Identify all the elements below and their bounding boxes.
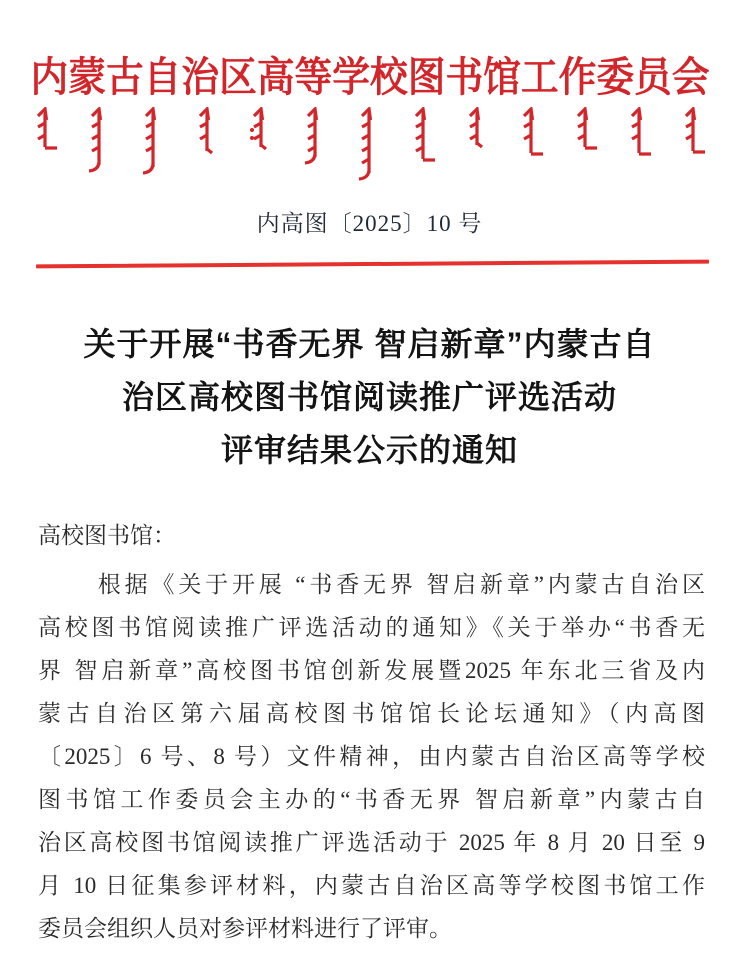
letterhead-org-name-text: 内蒙古自治区高等学校图书馆工作委员会: [30, 54, 709, 100]
mongolian-word: [140, 107, 168, 179]
mongolian-word: [680, 107, 708, 163]
notice-title-line: 关于开展“书香无界 智启新章”内蒙古自: [83, 326, 656, 362]
mongolian-word: [302, 107, 330, 169]
mongolian-word: [194, 107, 222, 163]
salutation: 高校图书馆：: [38, 523, 176, 548]
mongolian-word: [410, 107, 438, 171]
mongolian-word: [518, 107, 546, 165]
document-number: 内高图〔2025〕10 号: [256, 211, 483, 236]
notice-title-line: 治区高校图书馆阅读推广评选活动: [121, 379, 617, 415]
body-line: 月 10 日征集参评材料，内蒙古自治区高等学校图书馆工作: [38, 873, 705, 898]
body-line: 蒙古自治区第六届高校图书馆馆长论坛通知》（内高图: [38, 701, 705, 726]
mongolian-word: [86, 107, 114, 177]
mongolian-word: [626, 107, 654, 165]
letterhead-divider-line: [36, 260, 709, 269]
notice-body: [38, 563, 705, 950]
letterhead-mongolian-script: [0, 107, 739, 183]
notice-title: [0, 318, 739, 477]
mongolian-word: [572, 107, 600, 159]
body-line: 委员会组织人员对参评材料进行了评审。: [38, 916, 452, 941]
body-line: 根据《关于开展 “书香无界 智启新章”内蒙古自治区: [97, 572, 705, 597]
notice-title-line: 评审结果公示的通知: [220, 432, 518, 468]
body-line: 高校图书馆阅读推广评选活动的通知》《关于举办“书香无: [38, 615, 705, 640]
mongolian-word: [464, 107, 492, 157]
mongolian-word: [356, 107, 384, 185]
body-line: 图书馆工作委员会主办的“书香无界 智启新章”内蒙古自: [38, 787, 705, 812]
mongolian-word: [248, 107, 276, 159]
body-line: 治区高校图书馆阅读推广评选活动于 2025 年 8 月 20 日至 9: [38, 830, 705, 855]
mongolian-word: [32, 107, 60, 159]
body-line: 界 智启新章”高校图书馆创新发展暨2025 年东北三省及内: [38, 658, 705, 683]
letterhead-org-name: [0, 44, 739, 103]
body-line: 〔2025〕6 号、8 号）文件精神，由内蒙古自治区高等学校: [38, 744, 705, 769]
